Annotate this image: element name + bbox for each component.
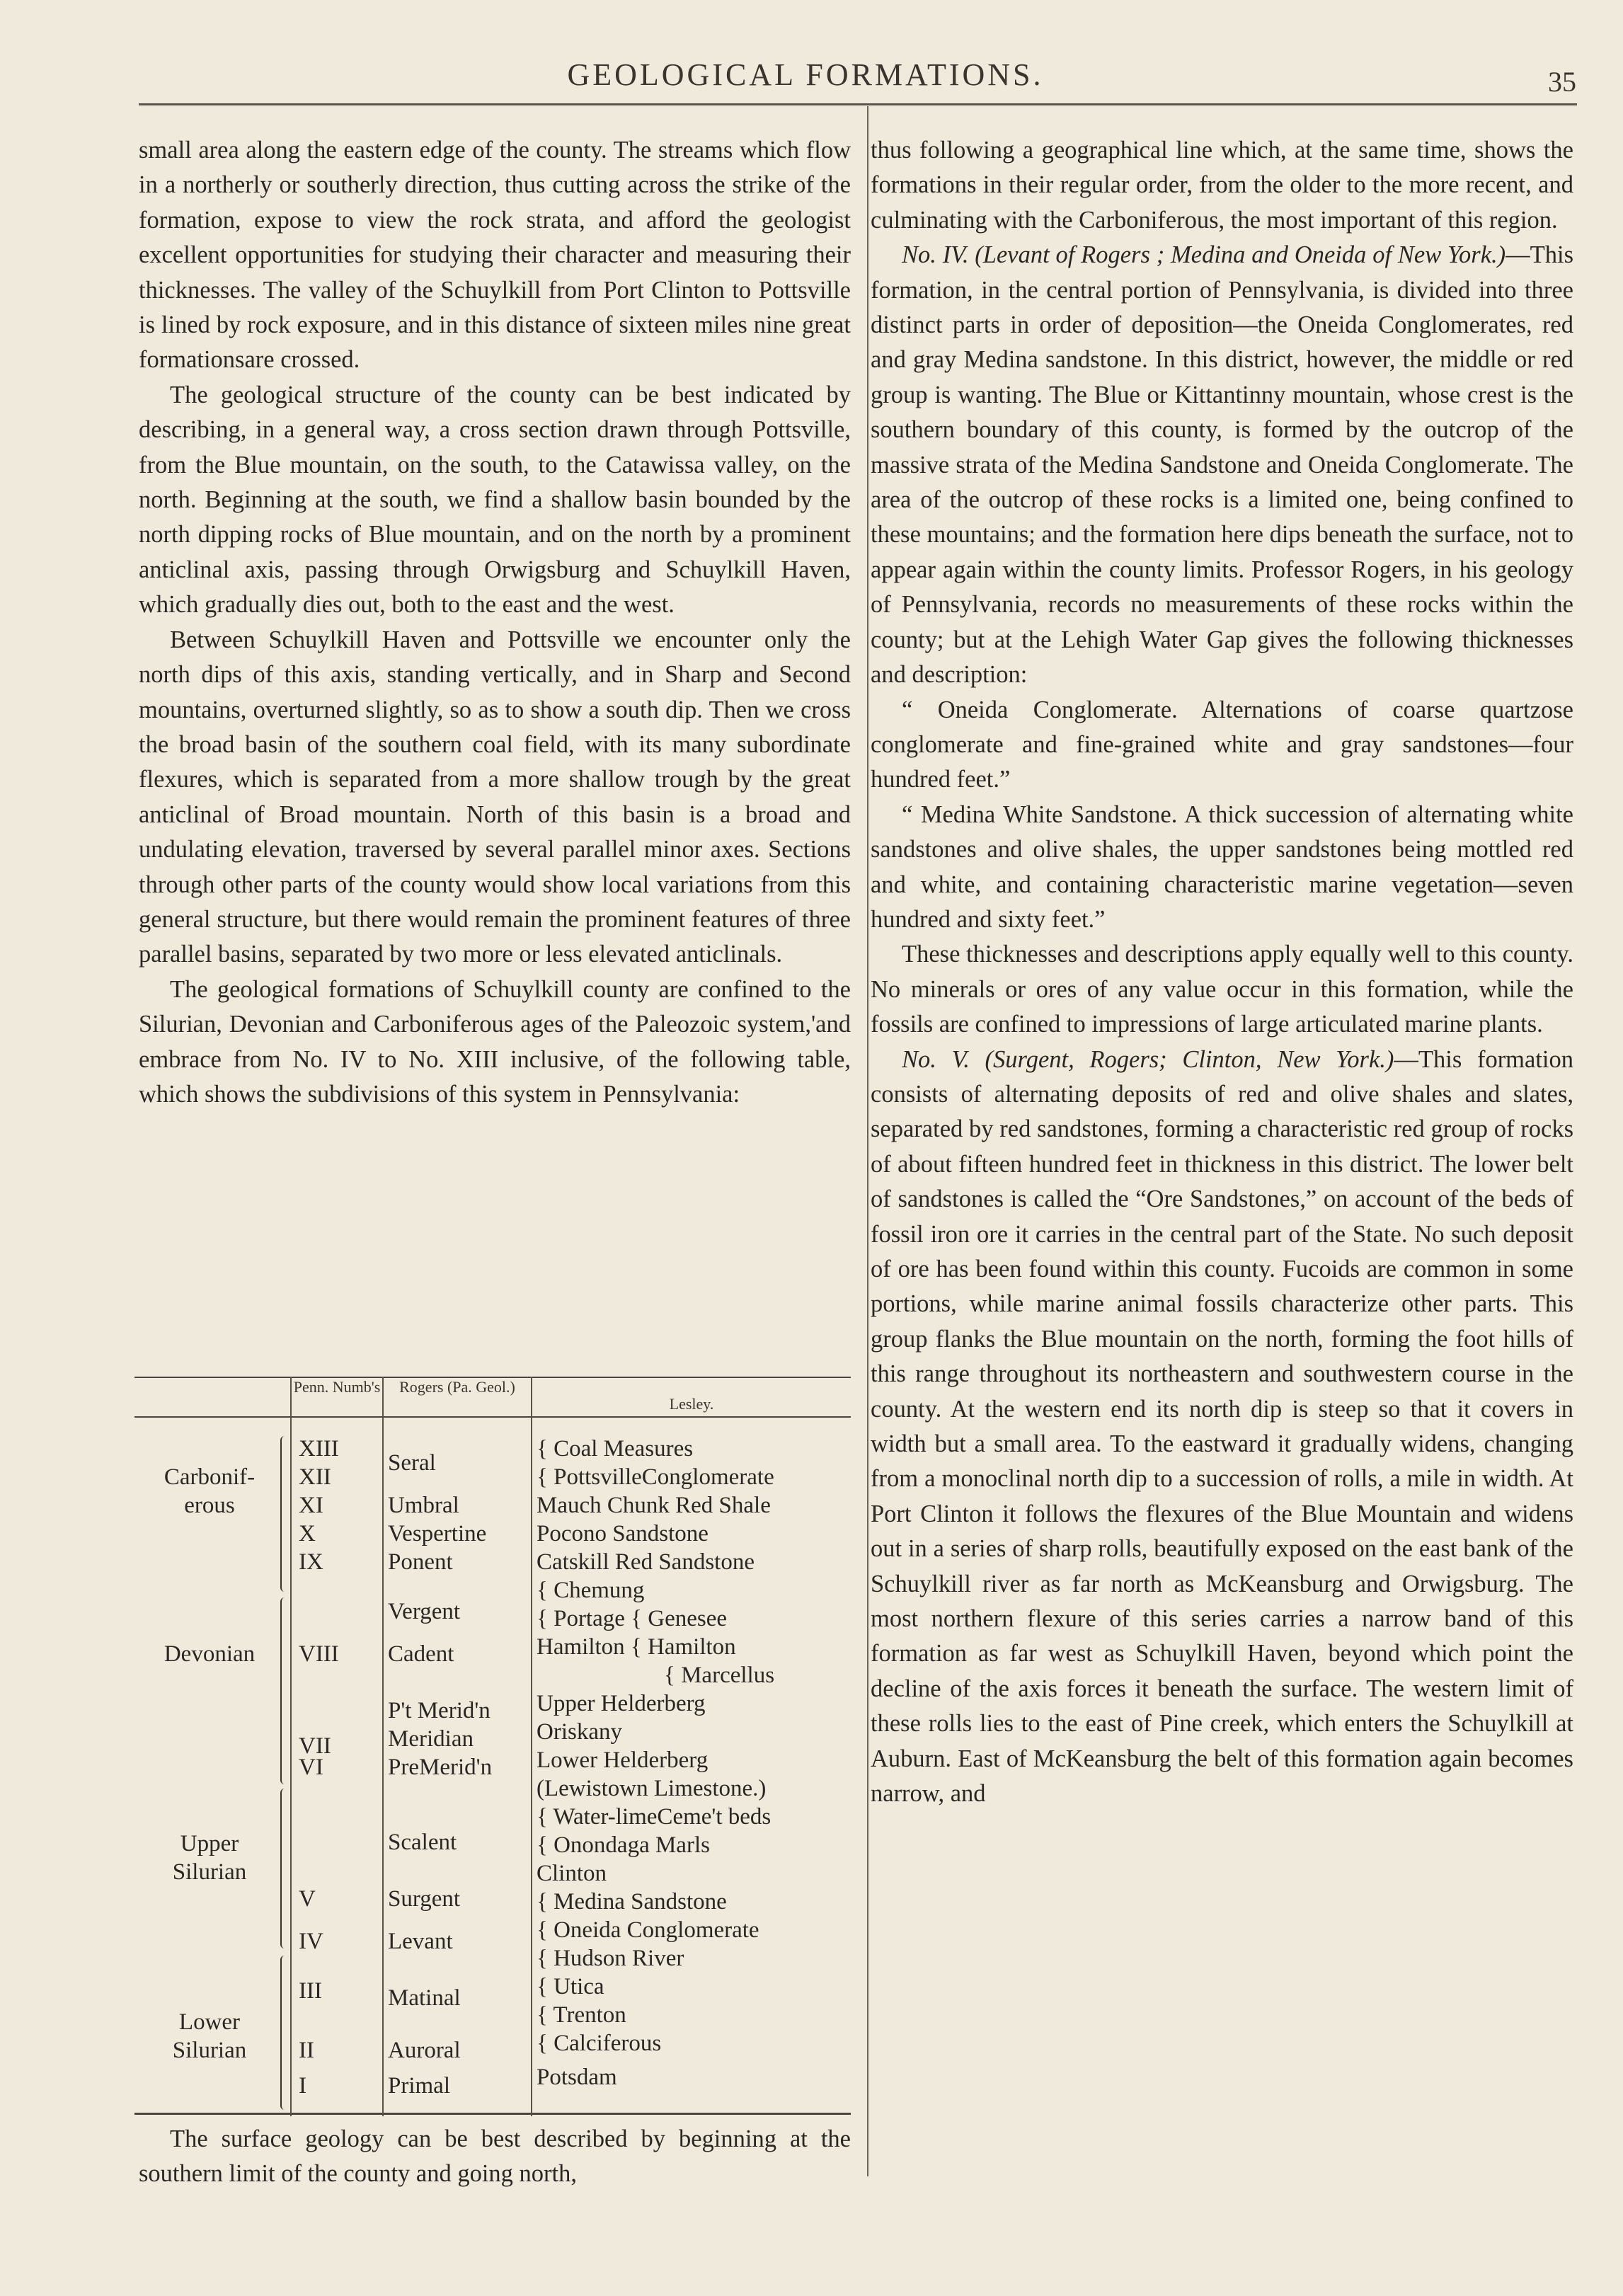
lesley-name: Pocono Sandstone <box>537 1521 709 1546</box>
lesley-name: Clinton <box>537 1861 607 1886</box>
paragraph: The geological formations of Schuylkill county are confined to the Silurian, Devonian and Carboniferous ages of the Paleozoic system,'and embrace from No. IV to No. XIII inclusive, of the following table, which shows the subdivisions of this system in Pennsylvania: <box>139 975 851 1108</box>
header-lesley: Lesley. <box>669 1395 714 1413</box>
rogers-name: Levant <box>388 1929 453 1954</box>
brace-devonian <box>280 1597 289 1784</box>
header-penn: Penn. Numb's <box>293 1378 381 1396</box>
penn-number: XII <box>299 1464 331 1490</box>
rogers-name: Seral <box>388 1450 436 1476</box>
rogers-name: Matinal <box>388 1985 461 2011</box>
formation-heading: No. V. (Surgent, Rogers; Clinton, New York.) <box>902 1045 1394 1073</box>
penn-number: IV <box>299 1929 323 1954</box>
rogers-name: Auroral <box>388 2038 461 2063</box>
age-label: Upper <box>180 1831 239 1856</box>
running-title: GEOLOGICAL FORMATIONS. <box>567 57 1044 92</box>
age-label: Carbonif- <box>164 1464 256 1490</box>
lesley-name: { Chemung <box>537 1578 645 1603</box>
lesley-name: { Portage { Genesee <box>537 1606 728 1631</box>
quotation: “ Medina White Sandstone. A thick succession of alternating white sandstones and olive shales, the upper sandstones being mottled red and white, and containing characteristic marine vegetation—seven hundred and sixty feet.” <box>871 800 1573 933</box>
paragraph: The surface geology can be best described by beginning at the southern limit of the county and going north, <box>139 2125 851 2188</box>
penn-number: VII <box>299 1733 331 1759</box>
lesley-name: { Hudson River <box>537 1946 684 1971</box>
lesley-name: Hamilton { Hamilton <box>537 1634 736 1660</box>
lesley-name: Potsdam <box>537 2065 617 2090</box>
penn-number: VIII <box>299 1641 339 1667</box>
rogers-name: Vespertine <box>388 1521 487 1546</box>
column-line <box>382 1377 384 2116</box>
paragraph: No. IV. (Levant of Rogers ; Medina and Oneida of New York.)—This formation, in the central portion of Pennsylvania, is divided into three distinct parts in order of deposition—the Oneida Conglomerates, red and gray Medina sandstone. In this district, however, the middle or red group is wanting. The Blue or Kittantinny mountain, whose crest is the southern boundary of this county, is formed by the outcrop of the massive strata of the Medina Sandstone and Oneida Conglomerate. The area of the outcrop of these rocks is a limited one, being confined to these mountains; and the formation here dips beneath the surface, not to appear again within the county limits. Professor Rogers, in his geology of Pennsylvania, records no measurements of these rocks within the county; but at the Lehigh Water Gap gives the following thicknesses and description: <box>871 241 1573 689</box>
table-bottom-rule <box>134 2113 851 2115</box>
formations-table <box>134 1377 851 2113</box>
paragraph: Between Schuylkill Haven and Pottsville we encounter only the north dips of this axis, standing vertically, and in Sharp and Second mountains, overturned slightly, so as to show a south dip. Then we cross the broad basin of the southern coal field, with its many subordinate flexures, which is separated from a more shallow trough by the great anticlinal of Broad mountain. North of this basin is a broad and undulating elevation, traversed by several parallel minor axes. Sections through other parts of the county would show local variations from this general structure, but there would remain the prominent features of three parallel basins, separated by two more or less elevated anticlinals. <box>139 626 851 968</box>
rogers-name: Cadent <box>388 1641 454 1667</box>
lesley-name: { Water-limeCeme't beds <box>537 1804 772 1830</box>
left-column-continuation <box>139 2122 851 2192</box>
lesley-name: { Marcellus <box>664 1663 775 1688</box>
penn-number: XI <box>299 1493 323 1518</box>
lesley-name: (Lewistown Limestone.) <box>537 1776 767 1801</box>
brace-lower-silurian <box>280 1956 289 2110</box>
penn-number: II <box>299 2038 314 2063</box>
right-column <box>871 133 1573 1812</box>
lesley-name: Mauch Chunk Red Shale <box>537 1493 771 1518</box>
penn-number: IX <box>299 1549 323 1575</box>
rogers-name: Scalent <box>388 1830 457 1855</box>
paragraph: The geological structure of the county can be best indicated by describing, in a general way, a cross section drawn through Pottsville, from the Blue mountain, on the south, to the Catawissa valley, on the north. Beginning at the south, we find a shallow basin bounded by the north dipping rocks of Blue mountain, and on the north by a prominent anticlinal axis, passing through Orwigsburg and Schuylkill Haven, which gradually dies out, both to the east and the west. <box>139 381 851 619</box>
lesley-name: Lower Helderberg <box>537 1747 709 1773</box>
lesley-name: { PottsvilleConglomerate <box>537 1464 774 1490</box>
lesley-name: { Trenton <box>537 2002 626 2028</box>
rogers-name: Primal <box>388 2073 450 2099</box>
header-rogers: Rogers (Pa. Geol.) <box>399 1378 515 1396</box>
brace-carboniferous <box>280 1436 289 1592</box>
penn-number: X <box>299 1521 316 1546</box>
age-label: Devonian <box>164 1641 256 1667</box>
age-label: Lower <box>178 2009 241 2035</box>
lesley-name: Upper Helderberg <box>537 1691 706 1716</box>
penn-number: V <box>299 1886 316 1912</box>
rogers-name: Surgent <box>388 1886 461 1912</box>
column-divider <box>867 106 868 2176</box>
formation-heading: No. IV. (Levant of Rogers ; Medina and Oneida of New York.) <box>902 241 1506 269</box>
penn-number: I <box>299 2073 306 2099</box>
lesley-name: Oriskany <box>537 1719 622 1745</box>
lesley-name: { Calciferous <box>537 2031 662 2056</box>
rogers-name: Meridian <box>388 1726 474 1752</box>
rogers-name: P't Merid'n <box>388 1698 491 1723</box>
rogers-name: Vergent <box>388 1599 461 1624</box>
paragraph: thus following a geographical line which, at the same time, shows the formations in their regular order, from the older to the more recent, and culminating with the Carboniferous, the most important of this region. <box>871 137 1573 234</box>
lesley-name: { Onondaga Marls <box>537 1832 710 1858</box>
paragraph: These thicknesses and descriptions apply equally well to this county. No minerals or ores of any value occur in this formation, while the fossils are confined to impressions of large articulated marine plants. <box>871 941 1573 1038</box>
table-header-rule <box>134 1416 851 1418</box>
paragraph: No. V. (Surgent, Rogers; Clinton, New York.)—This formation consists of alternating deposits of red and olive shales and slates, separated by red sandstones, forming a characteristic red group of rocks of about fifteen hundred feet in thickness in this district. The lower belt of sandstones is called the “Ore Sandstones,” on account of the beds of fossil iron ore it carries in the central part of the State. No such deposit of ore has been found within this county. Fucoids are common in some portions, while marine animal fossils characterize other parts. This group flanks the Blue mountain on the north, forming the foot hills of this range throughout its northeastern and southwestern course in the county. At the western end its north dip is steep so that it covers in width but a small area. To the eastward it gradually widens, changing from a monoclinal north dip to a succession of rolls, a mile in width. At Port Clinton it follows the flexures of the Blue Mountain and widens out in a series of sharp rolls, beautifully exposed on the east bank of the Schuylkill river as far north as McKeansburg and Orwigsburg. The most northern flexure of this series carries a narrow band of this formation as far west as Schuylkill Haven, beyond which point the decline of the axis forces it beneath the surface. The western limit of these rolls lies to the east of Pine creek, which enters the Schuylkill at Auburn. East of McKeansburg the belt of this formation again becomes narrow, and <box>871 1045 1573 1808</box>
lesley-name: { Utica <box>537 1974 604 1999</box>
rogers-name: PreMerid'n <box>388 1755 493 1780</box>
lesley-name: { Oneida Conglomerate <box>537 1917 759 1943</box>
age-label: erous <box>184 1493 235 1518</box>
lesley-name: { Medina Sandstone <box>537 1889 727 1915</box>
age-label: Silurian <box>172 1859 247 1885</box>
column-line <box>531 1377 532 2116</box>
rogers-name: Ponent <box>388 1549 453 1575</box>
lesley-name: { Coal Measures <box>537 1436 694 1462</box>
paragraph: small area along the eastern edge of the county. The streams which flow in a northerly or southerly direction, thus cutting across the strike of the formation, expose to view the rock strata, and afford the geologist excellent opportunities for studying their character and measuring their thicknesses. The valley of the Schuylkill from Port Clinton to Pottsville is lined by rock exposure, and in this distance of sixteen miles nine great formationsare crossed. <box>139 137 851 374</box>
quotation: “ Oneida Conglomerate. Alternations of coarse quartzose conglomerate and fine-grained white and gray sandstones—four hundred feet.” <box>871 696 1573 793</box>
column-line <box>290 1377 292 2116</box>
penn-number: XIII <box>299 1436 339 1462</box>
header-rule <box>139 103 1577 105</box>
rogers-name: Umbral <box>388 1493 459 1518</box>
lesley-name: Catskill Red Sandstone <box>537 1549 755 1575</box>
brace-upper-silurian <box>280 1789 289 1948</box>
penn-number: VI <box>299 1755 323 1780</box>
penn-number: III <box>299 1978 322 2004</box>
left-column <box>139 133 851 1112</box>
age-label: Silurian <box>172 2038 247 2063</box>
page-number: 35 <box>1548 66 1576 98</box>
